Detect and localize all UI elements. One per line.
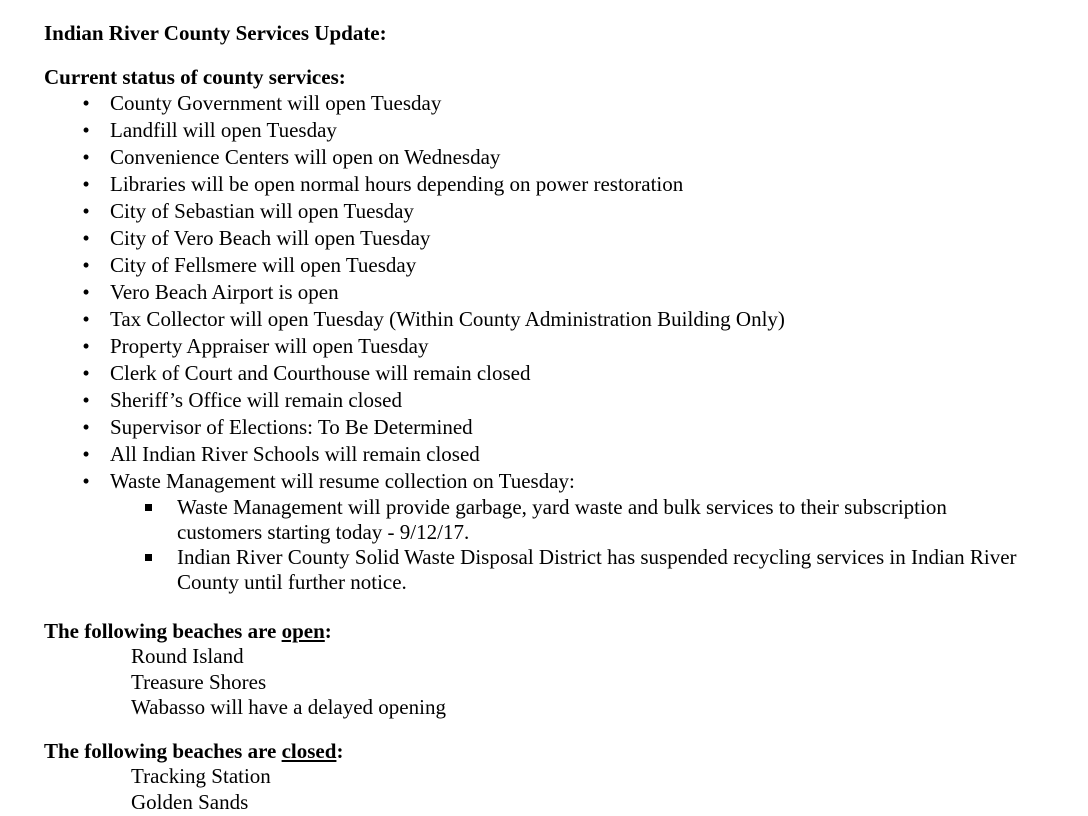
bullet-icon: •	[82, 226, 90, 250]
services-list	[0, 90, 1088, 595]
bullet-icon: •	[82, 199, 90, 223]
list-item: • Libraries will be open normal hours depending on power restoration	[0, 171, 1088, 198]
document-title: Indian River County Services Update:	[44, 21, 387, 45]
list-item: • Sheriff’s Office will remain closed	[0, 387, 1088, 414]
square-bullet-icon	[145, 554, 152, 561]
list-item: • City of Fellsmere will open Tuesday	[0, 252, 1088, 279]
bullet-icon: •	[82, 361, 90, 385]
list-item: Tracking Station	[131, 764, 271, 788]
list-item: • Tax Collector will open Tuesday (Within County Administration Building Only)	[0, 306, 1088, 333]
bullet-icon: •	[82, 145, 90, 169]
list-item: Round Island	[131, 644, 244, 668]
bullet-icon: •	[82, 118, 90, 142]
list-item: • City of Sebastian will open Tuesday	[0, 198, 1088, 225]
list-item: • Clerk of Court and Courthouse will remain closed	[0, 360, 1088, 387]
bullet-icon: •	[82, 388, 90, 412]
status-heading: Current status of county services:	[44, 65, 346, 89]
square-bullet-icon	[145, 504, 152, 511]
sub-list-item: Indian River County Solid Waste Disposal District has suspended recycling services in Indian River County until further notice.	[0, 545, 1037, 595]
list-item: • Supervisor of Elections: To Be Determined	[0, 414, 1088, 441]
closed-beaches-heading: The following beaches are closed:	[44, 739, 344, 763]
bullet-icon: •	[82, 469, 90, 493]
list-item: • All Indian River Schools will remain closed	[0, 441, 1088, 468]
list-item: Treasure Shores	[131, 669, 267, 694]
open-beaches-list	[131, 644, 446, 721]
bullet-icon: •	[82, 172, 90, 196]
waste-subitems-list	[110, 495, 1088, 595]
list-item: Golden Sands	[131, 789, 249, 814]
bullet-icon: •	[82, 334, 90, 358]
bullet-icon: •	[82, 253, 90, 277]
closed-beaches-list	[131, 764, 271, 815]
open-beaches-heading: The following beaches are open:	[44, 619, 332, 643]
bullet-icon: •	[82, 91, 90, 115]
list-item: • Landfill will open Tuesday	[0, 117, 1088, 144]
list-item: • County Government will open Tuesday	[0, 90, 1088, 117]
list-item: • City of Vero Beach will open Tuesday	[0, 225, 1088, 252]
sub-list-item: Waste Management will provide garbage, yard waste and bulk services to their subscription customers starting today - 9/12/17.	[0, 495, 1037, 545]
bullet-icon: •	[82, 442, 90, 466]
list-item: • Convenience Centers will open on Wednesday	[0, 144, 1088, 171]
list-item-waste-management: • Waste Management will resume collection on Tuesday: Waste Management will provide garbage, yard waste and bulk services to their subscription customers starting today - 9/12/17. Indian River County Solid Waste Disposal District has suspended recycling services in Indian River County until further notice.	[0, 468, 1088, 595]
bullet-icon: •	[82, 280, 90, 304]
bullet-icon: •	[82, 415, 90, 439]
list-item: • Vero Beach Airport is open	[0, 279, 1088, 306]
list-item: • Property Appraiser will open Tuesday	[0, 333, 1088, 360]
list-item: Wabasso will have a delayed opening	[131, 695, 446, 719]
bullet-icon: •	[82, 307, 90, 331]
